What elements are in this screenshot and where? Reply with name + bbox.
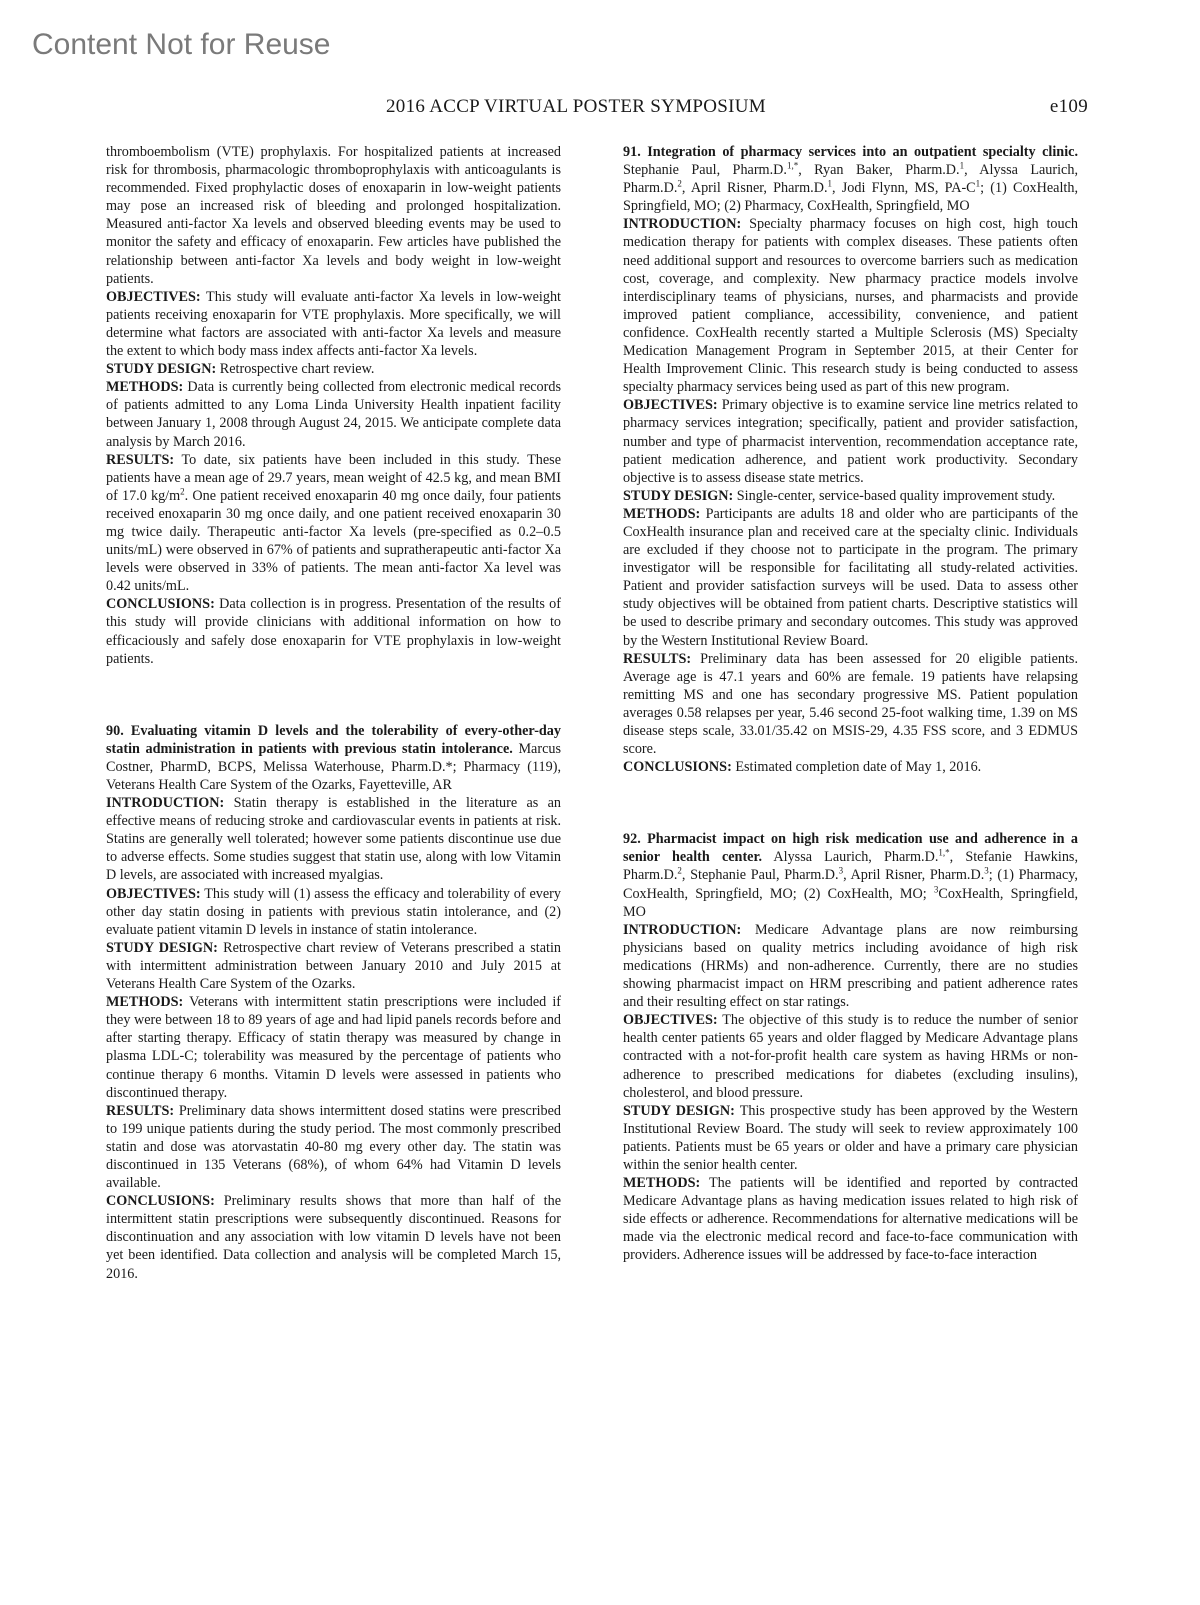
section-text: Preliminary data has been assessed for 20 eligible patients. Average age is 47.1 years and 60% are female. 19 patients have relapsing remitting MS and one has secondary progressive MS. Patient population averages 0.58 relapses per year, 5.46 second 25-foot walking time, 1.39 on MS disease steps scale, 33.01/35.42 on MSIS-29, 4.35 FSS score, and 3 EDMUS score. <box>623 650 1078 758</box>
conclusions-section <box>623 758 1078 776</box>
section-label: OBJECTIVES: <box>623 397 718 414</box>
results-section <box>106 451 561 596</box>
objectives-section <box>623 396 1078 486</box>
objectives-section <box>106 885 561 939</box>
methods-section <box>623 505 1078 650</box>
section-label: METHODS: <box>623 505 701 522</box>
section-label: RESULTS: <box>106 451 175 468</box>
design-section <box>623 1102 1078 1174</box>
results-section <box>106 1102 561 1192</box>
abstract-title: 90. Evaluating vitamin D levels and the tolerability of every-other-day statin administration in patients with previous statin intolerance. <box>106 722 561 757</box>
section-text: Veterans with intermittent statin prescriptions were included if they were between 18 to 89 years of age and had lipid panels records before and after starting therapy. Efficacy of statin therapy was measured by change in plasma LDL-C; tolerability was measured by the percentage of patients who continue therapy 6 months. Vitamin D levels were assessed in patients who discontinued therapy. <box>106 994 562 1101</box>
section-text: This prospective study has been approved by the Western Institutional Review Board. The study will seek to review approximately 100 patients. Patients must be 65 years or older and have a primary care physician within the senior health center. <box>623 1102 1078 1173</box>
section-label: METHODS: <box>106 994 184 1011</box>
methods-section <box>106 378 561 450</box>
methods-section <box>623 1174 1078 1264</box>
watermark: Content Not for Reuse <box>32 28 331 61</box>
abstract-authors: Marcus Costner, PharmD, BCPS, Melissa Waterhouse, Pharm.D.*; Pharmacy (119), Veterans Health Care System of the Ozarks, Fayetteville, AR <box>106 740 561 793</box>
section-label: STUDY DESIGN: <box>106 361 217 378</box>
page-number: e109 <box>1049 96 1088 117</box>
section-text: The objective of this study is to reduce the number of senior health center patients 65 years and older flagged by Medicare Advantage plans contracted with a not-for-profit health care system as having HRMs or non-adherence to prescribed medications for diabetes (excluding insulins), cholesterol, and blood pressure. <box>623 1012 1078 1101</box>
section-label: RESULTS: <box>106 1102 175 1119</box>
section-text: Single-center, service-based quality improvement study. <box>736 487 1056 504</box>
section-text: Retrospective chart review of Veterans prescribed a statin with intermittent administration between January 2010 and July 2015 at Veterans Health Care System of the Ozarks. <box>106 939 562 993</box>
objectives-section <box>106 288 561 360</box>
design-section <box>106 939 561 993</box>
section-label: OBJECTIVES: <box>106 885 201 902</box>
conclusions-section <box>106 1192 561 1282</box>
section-label: OBJECTIVES: <box>623 1012 718 1029</box>
section-text: Medicare Advantage plans are now reimbursing physicians based on quality metrics including avoidance of high risk medications (HRMs) and non-adherence. Currently, there are no studies showing pharmacist impact on HRM prescribing and patient adherence rates and their resulting effect on star ratings. <box>623 921 1079 1011</box>
journal-title: 2016 ACCP VIRTUAL POSTER SYMPOSIUM <box>386 96 766 117</box>
section-text: Participants are adults 18 and older who are participants of the CoxHealth insurance plan and received care at the specialty clinic. Individuals are excluded if they choose not to participate in the program. The primary investigator will be responsible for facilitating all study-related activities. Patient and provider satisfaction surveys will be used. Data to assess other study objectives will be obtained from patient charts. Descriptive statistics will be used to describe primary and secondary outcomes. This study was approved by the Western Institutional Review Board. <box>623 505 1079 649</box>
design-section <box>106 360 561 378</box>
intro-section <box>623 215 1078 396</box>
abstract-90-heading <box>106 722 561 794</box>
section-text: Preliminary results shows that more than half of the intermittent statin prescriptions were subsequently discontinued. Reasons for discontinuation and any association with low vitamin D levels have not been yet been identified. Data collection and analysis will be completed March 15, 2016. <box>106 1193 562 1282</box>
conclusions-section <box>106 595 561 667</box>
section-label: CONCLUSIONS: <box>623 759 732 776</box>
abstract-title: 92. Pharmacist impact on high risk medication use and adherence in a senior health center. <box>623 831 1078 866</box>
section-text: Statin therapy is established in the literature as an effective means of reducing stroke and cardiovascular events in patients at risk. Statins are generally well tolerated; however some patients discontinue use due to adverse effects. Some studies suggest that statin use, along with low Vitamin D levels, are associated with increased myalgias. <box>106 795 561 884</box>
section-label: CONCLUSIONS: <box>106 1193 215 1210</box>
section-label: INTRODUCTION: <box>623 921 742 938</box>
section-text: The patients will be identified and reported by contracted Medicare Advantage plans as having medication issues related to high risk of side effects or adherence. Recommendations for alternative medications will be made via the electronic medical record and face-to-face communication with providers. Adherence issues will be addressed by face-to-face interaction <box>623 1175 1079 1264</box>
spacer <box>623 776 1078 830</box>
section-label: CONCLUSIONS: <box>106 596 215 613</box>
section-label: STUDY DESIGN: <box>623 1102 735 1119</box>
section-text: Primary objective is to examine service line metrics related to pharmacy services integration; specifically, patient and provider satisfaction, number and type of pharmacist intervention, recommendation acceptance rate, patient medication adherence, and patient work productivity. Secondary objective is to assess disease state metrics. <box>623 397 1078 486</box>
section-label: METHODS: <box>106 379 184 396</box>
methods-section <box>106 993 561 1102</box>
spacer <box>106 668 561 722</box>
section-text: Specialty pharmacy focuses on high cost, high touch medication therapy for patients with complex diseases. These patients often need additional support and resources to overcome barriers such as medication cost, coverage, and complexity. New pharmacy practice models involve interdisciplinary teams of physicians, nurses, and pharmacists and provide improved patient compliance, accessibility, convenience, and patient confidence. CoxHealth recently started a Multiple Sclerosis (MS) Specialty Medication Management Program in September 2015, at their Center for Health Improvement Clinic. This research study is being conducted to assess specialty pharmacy services being used as part of this new program. <box>623 216 1078 396</box>
section-label: OBJECTIVES: <box>106 288 201 305</box>
section-label: STUDY DESIGN: <box>623 487 734 504</box>
section-text: Retrospective chart review. <box>219 361 375 378</box>
intro-section <box>106 794 561 884</box>
intro-text: thromboembolism (VTE) prophylaxis. For hospitalized patients at increased risk for thrombosis, pharmacologic thromboprophylaxis with anticoagulants is recommended. Fixed prophylactic doses of enoxaparin in low-weight patients may pose an increased risk of bleeding and prolonged hospitalization. Measured anti-factor Xa levels and observed bleeding events may be used to monitor the safety and efficacy of enoxaparin. Few articles have published the relationship between anti-factor Xa levels and body weight in low-weight patients. <box>106 144 561 287</box>
section-text: This study will evaluate anti-factor Xa levels in low-weight patients receiving enoxaparin for VTE prophylaxis. More specifically, we will determine what factors are associated with anti-factor Xa levels and measure the extent to which body mass index affects anti-factor Xa levels. <box>106 288 562 360</box>
section-text: . One patient received enoxaparin 40 mg once daily, four patients received enoxaparin 30 mg once daily, and one patient received enoxaparin 30 mg twice daily. Therapeutic anti-factor Xa levels (pre-specified as 0.2–0.5 units/mL) were observed in 67% of patients and supratherapeutic anti-factor Xa levels were observed in 33% of patients. The mean anti-factor Xa level was 0.42 units/mL. <box>106 487 561 595</box>
objectives-section <box>623 1011 1078 1101</box>
intro-section <box>623 921 1078 1011</box>
abstract-91-heading <box>623 143 1078 215</box>
abstract-89-continued <box>106 143 561 288</box>
section-label: RESULTS: <box>623 650 692 667</box>
section-text: To date, six patients have been included in this study. These patients have a mean age of 29.7 years, mean weight of 42.5 kg, and mean BMI of 17.0 kg/m <box>106 451 561 504</box>
section-text: Data is currently being collected from electronic medical records of patients admitted to any Loma Linda University Health inpatient facility between January 1, 2008 through August 24, 2015. We anticipate complete data analysis by March 2016. <box>106 379 561 450</box>
section-label: STUDY DESIGN: <box>106 939 218 956</box>
right-column <box>623 143 1078 1265</box>
section-label: INTRODUCTION: <box>623 216 742 233</box>
abstract-authors: Alyssa Laurich, Pharm.D.$^{1,*}$, Stefanie Hawkins, Pharm.D.$^2$, Stephanie Paul, Pharm.D.$^3$, April Risner, Pharm.D.$^3$; (1) Pharmacy, CoxHealth, Springfield, MO; (2) CoxHealth, MO; $^3$CoxHealth, Springfield, MO <box>623 847 1078 920</box>
results-section <box>623 650 1078 759</box>
left-column <box>106 143 561 1283</box>
abstract-authors: Stephanie Paul, Pharm.D.$^{1,*}$, Ryan Baker, Pharm.D.$^1$, Alyssa Laurich, Pharm.D.$^2$, April Risner, Pharm.D.$^1$, Jodi Flynn, MS, $PA-C^1$; (1) CoxHealth, Springfield, MO; (2) Pharmacy, CoxHealth, Springfield, MO <box>623 160 1078 215</box>
abstract-title: 91. Integration of pharmacy services into an outpatient specialty clinic. <box>623 144 1078 160</box>
design-section <box>623 487 1078 505</box>
section-label: METHODS: <box>623 1175 701 1192</box>
section-text: Preliminary data shows intermittent dosed statins were prescribed to 199 unique patients during the study period. The most commonly prescribed statin and dose was atorvastatin 40-80 mg every other day. The statin was discontinued in 135 Veterans (68%), of whom 64% had Vitamin D levels available. <box>106 1102 561 1192</box>
section-text: This study will (1) assess the efficacy and tolerability of every other day statin dosing in patients with previous statin intolerance, and (2) evaluate patient vitamin D levels in instance of statin intolerance. <box>106 885 561 938</box>
section-text: Estimated completion date of May 1, 2016. <box>735 759 982 776</box>
superscript: 2 <box>180 486 185 497</box>
abstract-92-heading <box>623 830 1078 920</box>
section-label: INTRODUCTION: <box>106 795 225 812</box>
running-head <box>0 96 1200 124</box>
section-text: Data collection is in progress. Presentation of the results of this study will provide clinicians with additional information on how to efficaciously and safely dose enoxaparin for VTE prophylaxis in low-weight patients. <box>106 596 562 667</box>
